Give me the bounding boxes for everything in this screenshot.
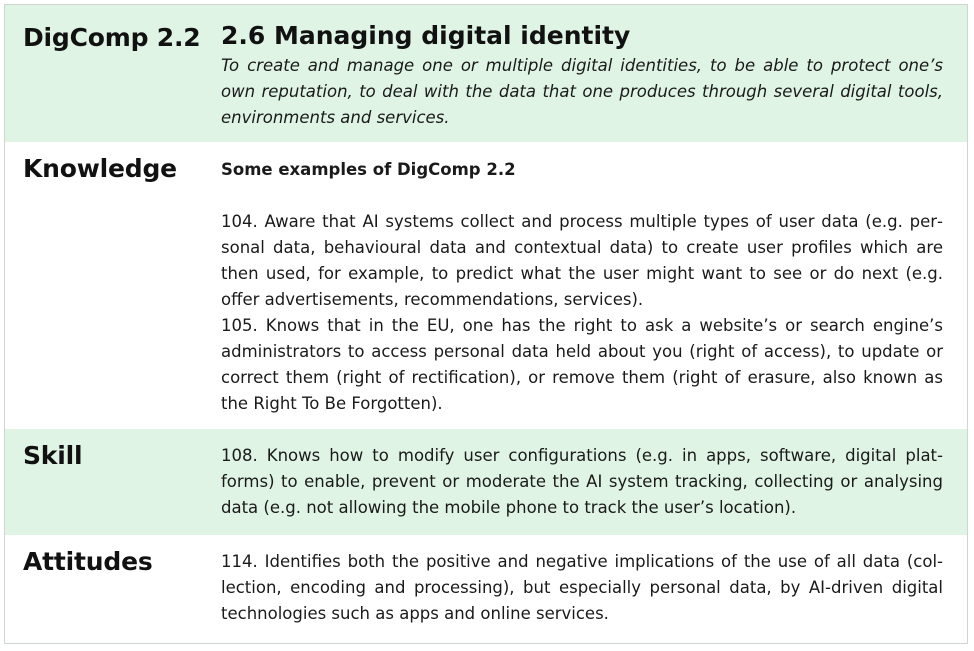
attitudes-content — [221, 549, 943, 627]
attitudes-label: Attitudes — [23, 547, 153, 576]
competence-title: 2.6 Managing digital identity — [221, 21, 631, 50]
header-row — [5, 5, 967, 142]
knowledge-item-105: 105. Knows that in the EU, one has the right to ask a website’s or search engine’s administrators to access personal data held about you (right of access), to update or correct them (right of rectification), or remove them (right of erasure, also known as the Right To Be Forgotten). — [221, 316, 943, 413]
knowledge-item-104: 104. Aware that AI systems collect and process multiple types of user data (e.g. personal data, behavioural data and contextual data) to create user profiles which are then used, for example, to predict what the user might want to see or do next (e.g. offer advertisements, recommendations, services). — [221, 212, 943, 309]
skill-item-108: 108. Knows how to modify user configurations (e.g. in apps, software, digital platforms) to enable, prevent or moderate the AI system tracking, collecting or analysing data (e.g. not allowing the mobile phone to track the user’s location). — [221, 446, 943, 517]
competence-description: To create and manage one or multiple digital identities, to be able to protect one’s own reputation, to deal with the data that one produces through several digital tools, environments and services. — [221, 56, 943, 127]
knowledge-label: Knowledge — [23, 154, 177, 183]
examples-subheading: Some examples of DigComp 2.2 — [221, 160, 516, 179]
attitudes-item-114: 114. Identifies both the positive and negative implications of the use of all data (collection, encoding and processing), but especially personal data, by AI-driven digital technologies such as apps and online services. — [221, 552, 943, 623]
knowledge-content — [221, 157, 943, 417]
framework-label: DigComp 2.2 — [23, 23, 201, 52]
skill-content — [221, 443, 943, 521]
skill-row — [5, 429, 967, 535]
attitudes-row — [5, 535, 967, 643]
skill-label: Skill — [23, 441, 83, 470]
knowledge-row — [5, 142, 967, 429]
header-content — [221, 21, 943, 131]
competence-table — [4, 4, 968, 644]
